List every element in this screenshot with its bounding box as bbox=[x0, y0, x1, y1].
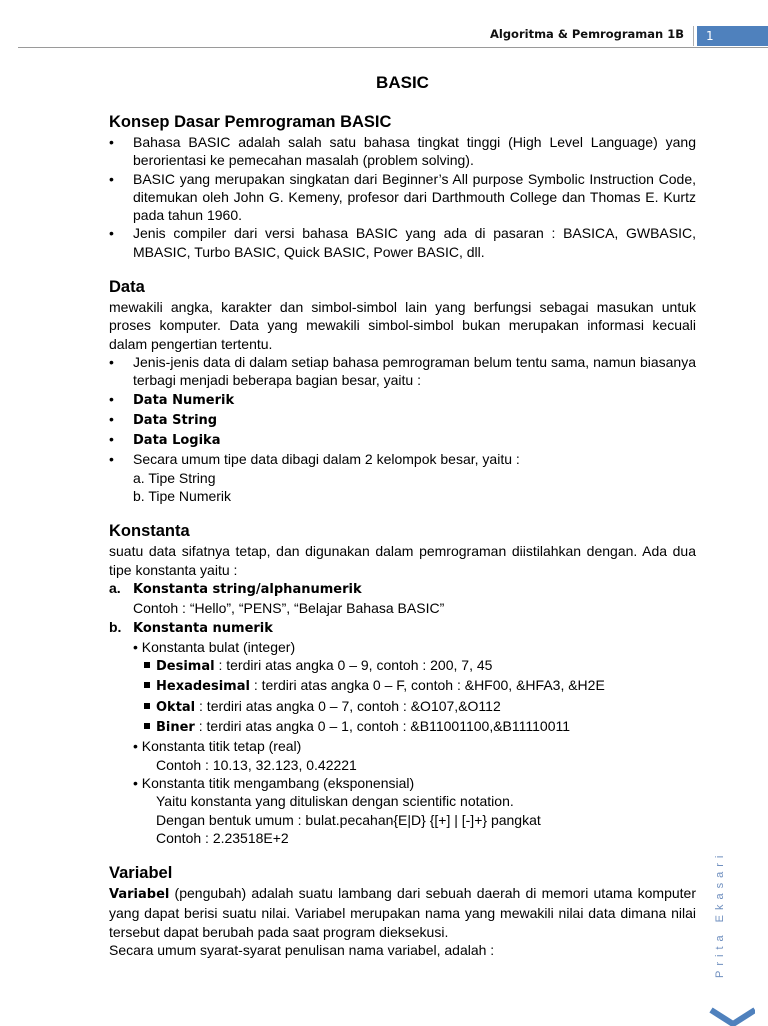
exp-line: Contoh : 2.23518E+2 bbox=[156, 829, 289, 846]
list-item bbox=[109, 450, 696, 468]
section-variabel bbox=[109, 863, 696, 959]
list-letter: b. bbox=[109, 618, 122, 635]
list-item bbox=[109, 133, 696, 170]
data-type-label: Data Numerik bbox=[133, 392, 235, 408]
data-type-item bbox=[109, 390, 696, 410]
data-type-item bbox=[109, 430, 696, 450]
page-number: 1 bbox=[706, 29, 714, 43]
header-title: Algoritma & Pemrograman 1B bbox=[489, 27, 684, 41]
chevron-icon bbox=[705, 1006, 755, 1026]
section-intro: mewakili angka, karakter dan simbol-simbol lain yang berfungsi sebagai masukan untuk proses komputer. Data yang mewakili simbol-simbol bukan merupakan informasi kecuali dalam pengertian tertentu. bbox=[109, 299, 696, 352]
integer-title: • Konstanta bulat (integer) bbox=[133, 638, 296, 655]
bullet-icon: • bbox=[109, 451, 114, 468]
bullet-icon: • bbox=[109, 170, 114, 187]
section-heading: Data bbox=[109, 278, 145, 297]
bullet-icon: • bbox=[109, 353, 114, 370]
real-example: Contoh : 10.13, 32.123, 0.42221 bbox=[156, 756, 357, 773]
konstanta-title: Konstanta string/alphanumerik bbox=[133, 581, 362, 597]
konstanta-title: Konstanta numerik bbox=[133, 620, 273, 636]
section-konsep bbox=[109, 112, 696, 261]
exp-title: • Konstanta titik mengambang (eksponensial) bbox=[133, 774, 415, 791]
list-item-text: BASIC yang merupakan singkatan dari Beginner’s All purpose Symbolic Instruction Code, ditemukan oleh John G. Kemeny, profesor dari Darthmouth College dan Thomas E. Kurtz pada tahun 1960. bbox=[133, 170, 696, 224]
exp-line: Yaitu konstanta yang dituliskan dengan scientific notation. bbox=[156, 793, 514, 810]
section-heading: Konsep Dasar Pemrograman BASIC bbox=[109, 113, 392, 131]
data-type-label: Data String bbox=[133, 412, 218, 428]
exp-line: Dengan bentuk umum : bulat.pecahan{E|D} {[+] | [-]+} pangkat bbox=[156, 811, 541, 828]
square-bullet-icon bbox=[144, 703, 150, 709]
term-desc: : terdiri atas angka 0 – 7, contoh : &O107,&O112 bbox=[195, 697, 501, 714]
konstanta-b bbox=[109, 618, 696, 638]
square-bullet-icon bbox=[144, 662, 150, 668]
term-desc: : terdiri atas angka 0 – 9, contoh : 200, 7, 45 bbox=[214, 657, 493, 674]
bullet-icon: • bbox=[109, 134, 114, 150]
document-body bbox=[109, 72, 696, 975]
list-item-text: Secara umum tipe data dibagi dalam 2 kelompok besar, yaitu : bbox=[133, 451, 520, 468]
integer-item bbox=[109, 656, 696, 676]
real-title: • Konstanta titik tetap (real) bbox=[133, 738, 302, 755]
term-desc: (pengubah) adalah suatu lambang dari sebuah daerah di memori utama komputer yang dapat berisi suatu nilai. Variabel merupakan nama yang mewakili nilai data dimana nilai tersebut dapat berubah pada saat program dieksekusi. bbox=[109, 885, 696, 940]
bullet-icon: • bbox=[109, 410, 114, 427]
section-konstanta bbox=[109, 521, 696, 847]
section-heading: Variabel bbox=[109, 864, 173, 883]
list-item bbox=[109, 170, 696, 225]
list-letter: a. bbox=[109, 579, 121, 596]
group-item: a. Tipe String bbox=[133, 469, 216, 486]
list-item-text: Jenis-jenis data di dalam setiap bahasa pemrograman belum tentu sama, namun biasanya terbagi menjadi beberapa bagian besar, yaitu : bbox=[133, 353, 696, 389]
square-bullet-icon bbox=[144, 682, 150, 688]
list-item bbox=[109, 224, 696, 261]
page-number-badge bbox=[697, 26, 768, 46]
bullet-icon: • bbox=[109, 431, 114, 448]
section-intro: suatu data sifatnya tetap, dan digunakan dalam pemrograman diistilahkan dengan. Ada dua tipe konstanta yaitu : bbox=[109, 543, 696, 578]
section-heading: Konstanta bbox=[109, 522, 190, 541]
term-desc: : terdiri atas angka 0 – F, contoh : &HF00, &HFA3, &H2E bbox=[249, 677, 605, 694]
data-type-label: Data Logika bbox=[133, 433, 221, 449]
list-item bbox=[109, 353, 696, 390]
term: Oktal bbox=[156, 699, 196, 715]
square-bullet-icon bbox=[144, 723, 150, 729]
integer-item bbox=[109, 697, 696, 717]
section-data bbox=[109, 277, 696, 505]
group-item: b. Tipe Numerik bbox=[133, 488, 232, 505]
author-side-text: Prita Ekasari bbox=[714, 850, 726, 978]
term: Biner bbox=[156, 720, 195, 736]
list-item-text: Jenis compiler dari versi bahasa BASIC yang ada di pasaran : BASICA, GWBASIC, MBASIC, Turbo BASIC, Quick BASIC, Power BASIC, dll. bbox=[133, 225, 696, 260]
page-title: BASIC bbox=[376, 73, 429, 92]
konstanta-example: Contoh : “Hello”, “PENS”, “Belajar Bahasa BASIC” bbox=[133, 600, 445, 617]
list-item-text: Bahasa BASIC adalah salah satu bahasa tingkat tinggi (High Level Language) yang berorientasi ke pemecahan masalah (problem solving). bbox=[133, 134, 696, 169]
konstanta-a bbox=[109, 579, 696, 599]
term: Variabel bbox=[109, 887, 170, 903]
term: Desimal bbox=[156, 659, 215, 675]
bullet-icon: • bbox=[109, 390, 114, 407]
header-rule bbox=[18, 47, 768, 48]
variabel-paragraph bbox=[109, 884, 696, 941]
variabel-line: Secara umum syarat-syarat penulisan nama variabel, adalah : bbox=[109, 941, 495, 958]
header-separator bbox=[693, 26, 694, 46]
bullet-icon: • bbox=[109, 225, 114, 242]
integer-item bbox=[109, 676, 696, 696]
term: Hexadesimal bbox=[156, 679, 250, 695]
term-desc: : terdiri atas angka 0 – 1, contoh : &B11001100,&B11110011 bbox=[194, 718, 571, 735]
data-type-item bbox=[109, 410, 696, 430]
integer-item bbox=[109, 717, 696, 737]
